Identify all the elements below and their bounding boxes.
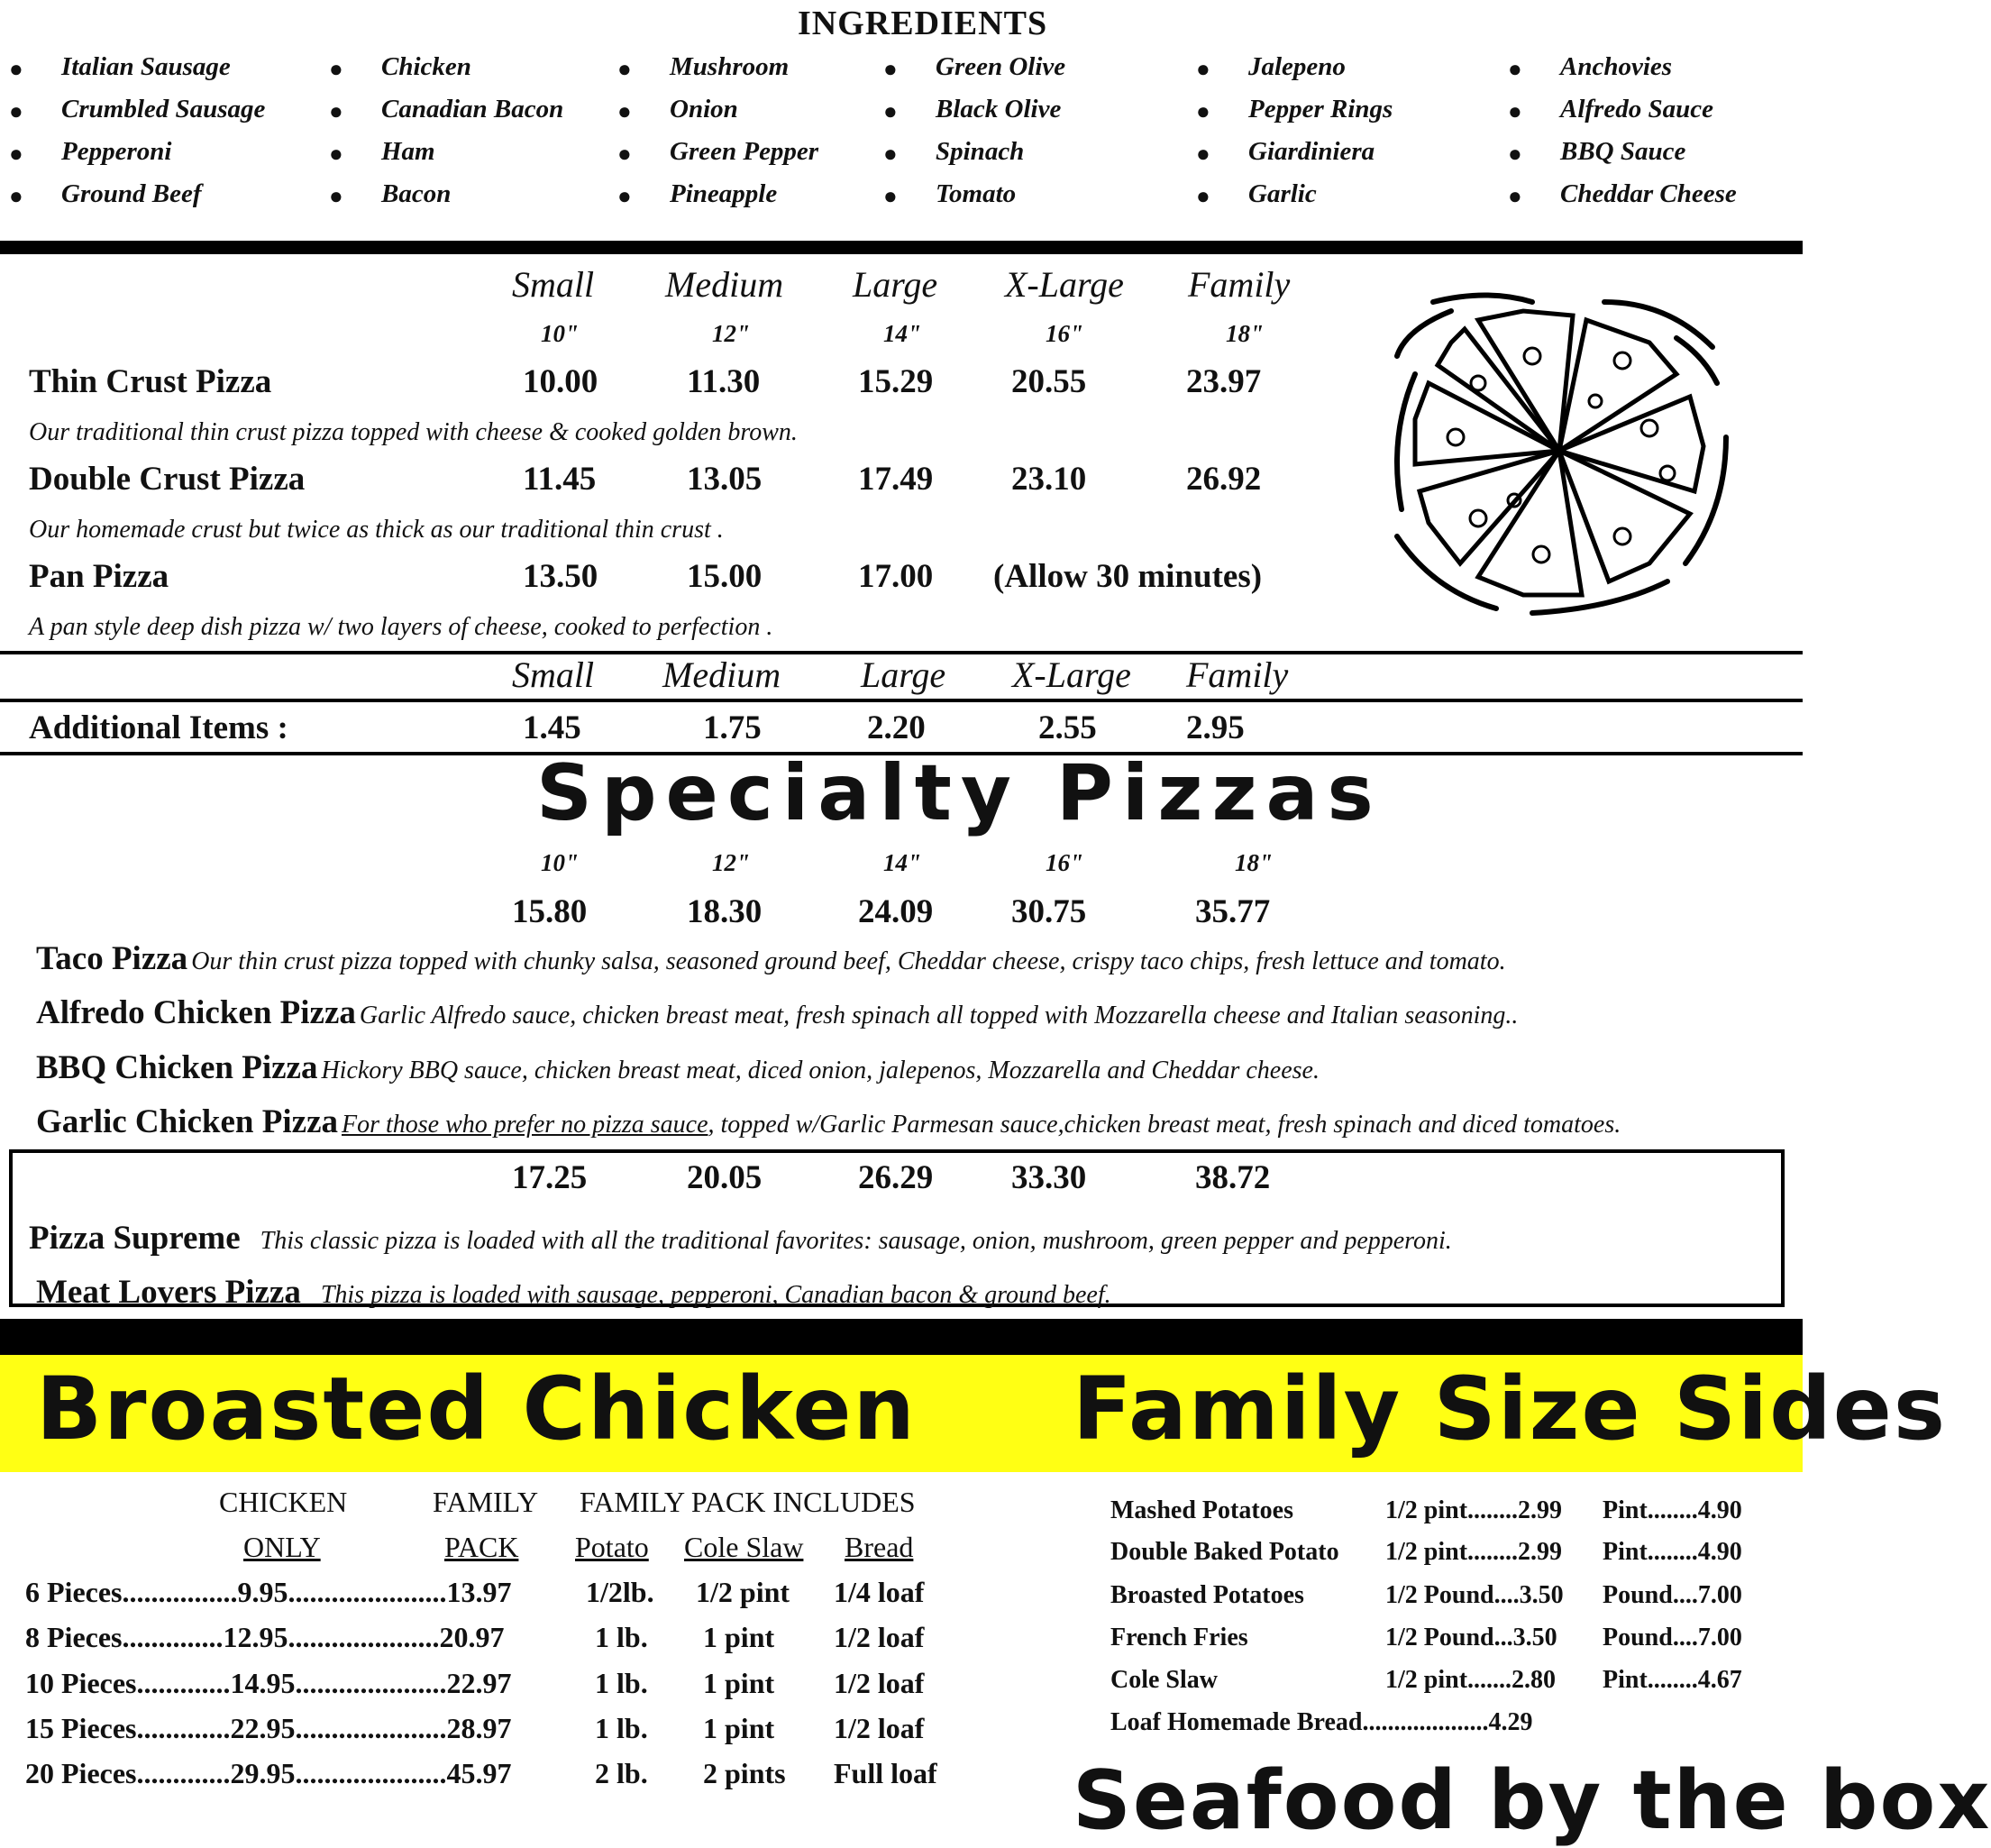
price: 35.77 [1195, 893, 1271, 930]
size-label: Family [1188, 264, 1291, 305]
bullet: ● [617, 183, 632, 209]
size-inch: 18" [1235, 849, 1273, 876]
ingredient-item: Ground Beef [61, 179, 202, 208]
potato-amount: 2 lb. [595, 1757, 648, 1789]
price: 15.80 [512, 893, 588, 930]
price: 20.05 [687, 1159, 763, 1196]
bullet: ● [1196, 141, 1210, 167]
ingredient-item: Bacon [381, 179, 452, 208]
size-label: Small [512, 264, 595, 305]
ingredient-item: Chicken [381, 52, 471, 81]
bullet: ● [329, 56, 343, 82]
size-label: Medium [665, 264, 784, 305]
additional-items-label: Additional Items : [29, 709, 288, 746]
specialty-description: This classic pizza is loaded with all the traditional favorites: sausage, onion, mushroom, green pepper and pepperoni. [260, 1227, 1452, 1255]
divider-bar [0, 1319, 1803, 1355]
ingredient-item: Pepperoni [61, 137, 172, 166]
price: 23.10 [1011, 461, 1087, 498]
size-label: Large [853, 264, 938, 305]
specialty-item [36, 1102, 1621, 1141]
price: 2.55 [1038, 709, 1097, 746]
pizza-description: Our traditional thin crust pizza topped with cheese & cooked golden brown. [29, 418, 798, 446]
bread-amount: 1/2 loaf [834, 1667, 925, 1699]
bullet: ● [883, 183, 898, 209]
bullet: ● [1508, 98, 1522, 124]
chicken-row-label: 15 Pieces.............22.95.....................28.97 [25, 1712, 512, 1744]
side-full-price: Pint........4.90 [1603, 1538, 1742, 1566]
size-inch: 16" [1046, 849, 1083, 876]
bullet: ● [617, 141, 632, 167]
size-label: X-Large [1005, 264, 1124, 305]
side-full-price: Pint........4.90 [1603, 1496, 1742, 1524]
broasted-chicken-title: Broasted Chicken [36, 1359, 917, 1459]
pizza-illustration [1379, 293, 1740, 618]
side-name: Double Baked Potato [1110, 1538, 1339, 1566]
ingredient-item: Canadian Bacon [381, 95, 564, 124]
specialty-name: Taco Pizza [36, 940, 188, 977]
pizza-description: A pan style deep dish pizza w/ two layers of cheese, cooked to perfection . [29, 613, 773, 641]
price: 26.29 [858, 1159, 934, 1196]
size-inch: 14" [883, 320, 921, 347]
column-header: PACK [444, 1531, 519, 1563]
specialty-description: Hickory BBQ sauce, chicken breast meat, diced onion, jalepenos, Mozzarella and Cheddar cheese. [321, 1057, 1320, 1084]
pizza-description: Our homemade crust but twice as thick as our traditional thin crust . [29, 516, 724, 544]
ingredient-item: Pepper Rings [1248, 95, 1393, 124]
bullet: ● [1196, 56, 1210, 82]
column-header: ONLY [243, 1531, 321, 1563]
specialty-description: Our thin crust pizza topped with chunky salsa, seasoned ground beef, Cheddar cheese, crispy taco chips, fresh lettuce and tomato. [191, 947, 1506, 975]
chicken-row-label: 20 Pieces.............29.95.....................45.97 [25, 1757, 512, 1789]
slaw-amount: 1 pint [703, 1621, 775, 1653]
bullet: ● [617, 98, 632, 124]
side-name: Loaf Homemade Bread....................4.29 [1110, 1708, 1533, 1736]
price: 11.45 [523, 461, 597, 498]
side-name: Broasted Potatoes [1110, 1581, 1304, 1609]
bullet: ● [883, 141, 898, 167]
price: 15.29 [858, 363, 934, 400]
slaw-amount: 1 pint [703, 1667, 775, 1699]
bullet: ● [1196, 183, 1210, 209]
size-label: X-Large [1012, 654, 1131, 695]
divider-bar [0, 241, 1803, 254]
potato-amount: 1 lb. [595, 1712, 648, 1744]
ingredient-item: Giardiniera [1248, 137, 1375, 166]
bullet: ● [9, 56, 23, 82]
bullet: ● [883, 98, 898, 124]
column-header: FAMILY PACK INCLUDES [580, 1486, 916, 1518]
specialty-name: Meat Lovers Pizza [36, 1274, 301, 1311]
family-size-sides-title: Family Size Sides [1073, 1359, 1948, 1459]
specialty-name: BBQ Chicken Pizza [36, 1049, 318, 1086]
size-inch: 10" [541, 320, 579, 347]
price: 1.45 [523, 709, 581, 746]
column-header: Potato [575, 1531, 649, 1563]
ingredient-item: Pineapple [670, 179, 778, 208]
side-half-price: 1/2 pint........2.99 [1385, 1538, 1563, 1566]
slaw-amount: 1 pint [703, 1712, 775, 1744]
price: 10.00 [523, 363, 598, 400]
ingredient-item: Garlic [1248, 179, 1317, 208]
ingredient-item: Italian Sausage [61, 52, 231, 81]
side-full-price: Pint........4.67 [1603, 1666, 1742, 1694]
side-half-price: 1/2 pint.......2.80 [1385, 1666, 1557, 1694]
seafood-title: Seafood by the box [1073, 1753, 1991, 1848]
specialty-pizzas-title: Specialty Pizzas [536, 748, 1383, 838]
specialty-description: Garlic Alfredo sauce, chicken breast meat, fresh spinach all topped with Mozzarella cheese and Italian seasoning.. [359, 1002, 1519, 1029]
size-label: Large [861, 654, 946, 695]
specialty-item [36, 1273, 1111, 1312]
column-header: CHICKEN [219, 1486, 348, 1518]
side-name: Cole Slaw [1110, 1666, 1218, 1694]
specialty-name: Pizza Supreme [29, 1220, 241, 1257]
ingredient-item: Black Olive [936, 95, 1062, 124]
ingredient-item: Crumbled Sausage [61, 95, 266, 124]
price: 17.25 [512, 1159, 588, 1196]
side-half-price: 1/2 Pound....3.50 [1385, 1581, 1564, 1609]
specialty-item [29, 1219, 1452, 1258]
side-half-price: 1/2 pint........2.99 [1385, 1496, 1563, 1524]
divider-thin [0, 699, 1803, 702]
specialty-item [36, 1048, 1320, 1087]
potato-amount: 1 lb. [595, 1667, 648, 1699]
price: 23.97 [1186, 363, 1262, 400]
price: 13.05 [687, 461, 763, 498]
price: 38.72 [1195, 1159, 1271, 1196]
chicken-row-label: 6 Pieces................9.95......................13.97 [25, 1576, 512, 1608]
bullet: ● [9, 183, 23, 209]
price: 2.95 [1186, 709, 1245, 746]
bullet: ● [9, 98, 23, 124]
size-inch: 12" [712, 849, 750, 876]
size-label: Medium [662, 654, 781, 695]
bullet: ● [1508, 56, 1522, 82]
slaw-amount: 1/2 pint [696, 1576, 790, 1608]
ingredient-item: Onion [670, 95, 738, 124]
price: 15.00 [687, 558, 763, 595]
price: 2.20 [867, 709, 926, 746]
bullet: ● [1508, 183, 1522, 209]
ingredient-item: Green Olive [936, 52, 1066, 81]
bullet: ● [617, 56, 632, 82]
side-name: French Fries [1110, 1624, 1248, 1651]
price: 33.30 [1011, 1159, 1087, 1196]
specialty-description-highlight: For those who prefer no pizza sauce [342, 1111, 708, 1139]
size-inch: 10" [541, 849, 579, 876]
price: 17.49 [858, 461, 934, 498]
bullet: ● [329, 183, 343, 209]
ingredient-item: BBQ Sauce [1560, 137, 1686, 166]
bullet: ● [9, 141, 23, 167]
price: 18.30 [687, 893, 763, 930]
specialty-item [36, 939, 1506, 978]
bullet: ● [1508, 141, 1522, 167]
ingredient-item: Jalepeno [1248, 52, 1346, 81]
bullet: ● [883, 56, 898, 82]
ingredient-item: Cheddar Cheese [1560, 179, 1737, 208]
price: 11.30 [687, 363, 761, 400]
bullet: ● [329, 141, 343, 167]
size-label: Small [512, 654, 595, 695]
column-header: Bread [845, 1531, 914, 1563]
price: 17.00 [858, 558, 934, 595]
potato-amount: 1 lb. [595, 1621, 648, 1653]
bullet: ● [1196, 98, 1210, 124]
side-full-price: Pound....7.00 [1603, 1581, 1742, 1609]
size-inch: 14" [883, 849, 921, 876]
bread-amount: Full loaf [834, 1757, 937, 1789]
bullet: ● [329, 98, 343, 124]
price: 20.55 [1011, 363, 1087, 400]
specialty-description: This pizza is loaded with sausage, pepperoni, Canadian bacon & ground beef. [320, 1281, 1111, 1309]
chicken-row-label: 10 Pieces.............14.95.....................22.97 [25, 1667, 512, 1699]
side-name: Mashed Potatoes [1110, 1496, 1293, 1524]
pizza-name: Double Crust Pizza [29, 461, 306, 498]
ingredient-item: Tomato [936, 179, 1017, 208]
column-header: FAMILY [433, 1486, 539, 1518]
specialty-name: Alfredo Chicken Pizza [36, 994, 356, 1031]
specialty-name: Garlic Chicken Pizza [36, 1103, 338, 1140]
price: 30.75 [1011, 893, 1087, 930]
size-label: Family [1186, 654, 1289, 695]
price: 26.92 [1186, 461, 1262, 498]
ingredients-title: INGREDIENTS [798, 5, 1048, 42]
side-half-price: 1/2 Pound...3.50 [1385, 1624, 1557, 1651]
side-full-price: Pound....7.00 [1603, 1624, 1742, 1651]
ingredient-item: Ham [381, 137, 435, 166]
column-header: Cole Slaw [684, 1531, 804, 1563]
specialty-item [36, 993, 1518, 1032]
potato-amount: 1/2lb. [586, 1576, 654, 1608]
pizza-name: Pan Pizza [29, 558, 169, 595]
specialty-description: , topped w/Garlic Parmesan sauce,chicken breast meat, fresh spinach and diced tomatoes. [708, 1111, 1621, 1139]
price: 1.75 [703, 709, 762, 746]
bread-amount: 1/4 loaf [834, 1576, 925, 1608]
size-inch: 16" [1046, 320, 1083, 347]
chicken-row-label: 8 Pieces..............12.95.....................20.97 [25, 1621, 505, 1653]
slaw-amount: 2 pints [703, 1757, 786, 1789]
ingredient-item: Green Pepper [670, 137, 819, 166]
bread-amount: 1/2 loaf [834, 1621, 925, 1653]
bread-amount: 1/2 loaf [834, 1712, 925, 1744]
size-inch: 12" [712, 320, 750, 347]
price: 24.09 [858, 893, 934, 930]
price: 13.50 [523, 558, 598, 595]
size-inch: 18" [1226, 320, 1264, 347]
ingredient-item: Spinach [936, 137, 1025, 166]
ingredient-item: Anchovies [1560, 52, 1673, 81]
ingredient-item: Alfredo Sauce [1560, 95, 1713, 124]
ingredient-item: Mushroom [670, 52, 790, 81]
pizza-name: Thin Crust Pizza [29, 363, 272, 400]
pizza-note: (Allow 30 minutes) [993, 558, 1263, 595]
